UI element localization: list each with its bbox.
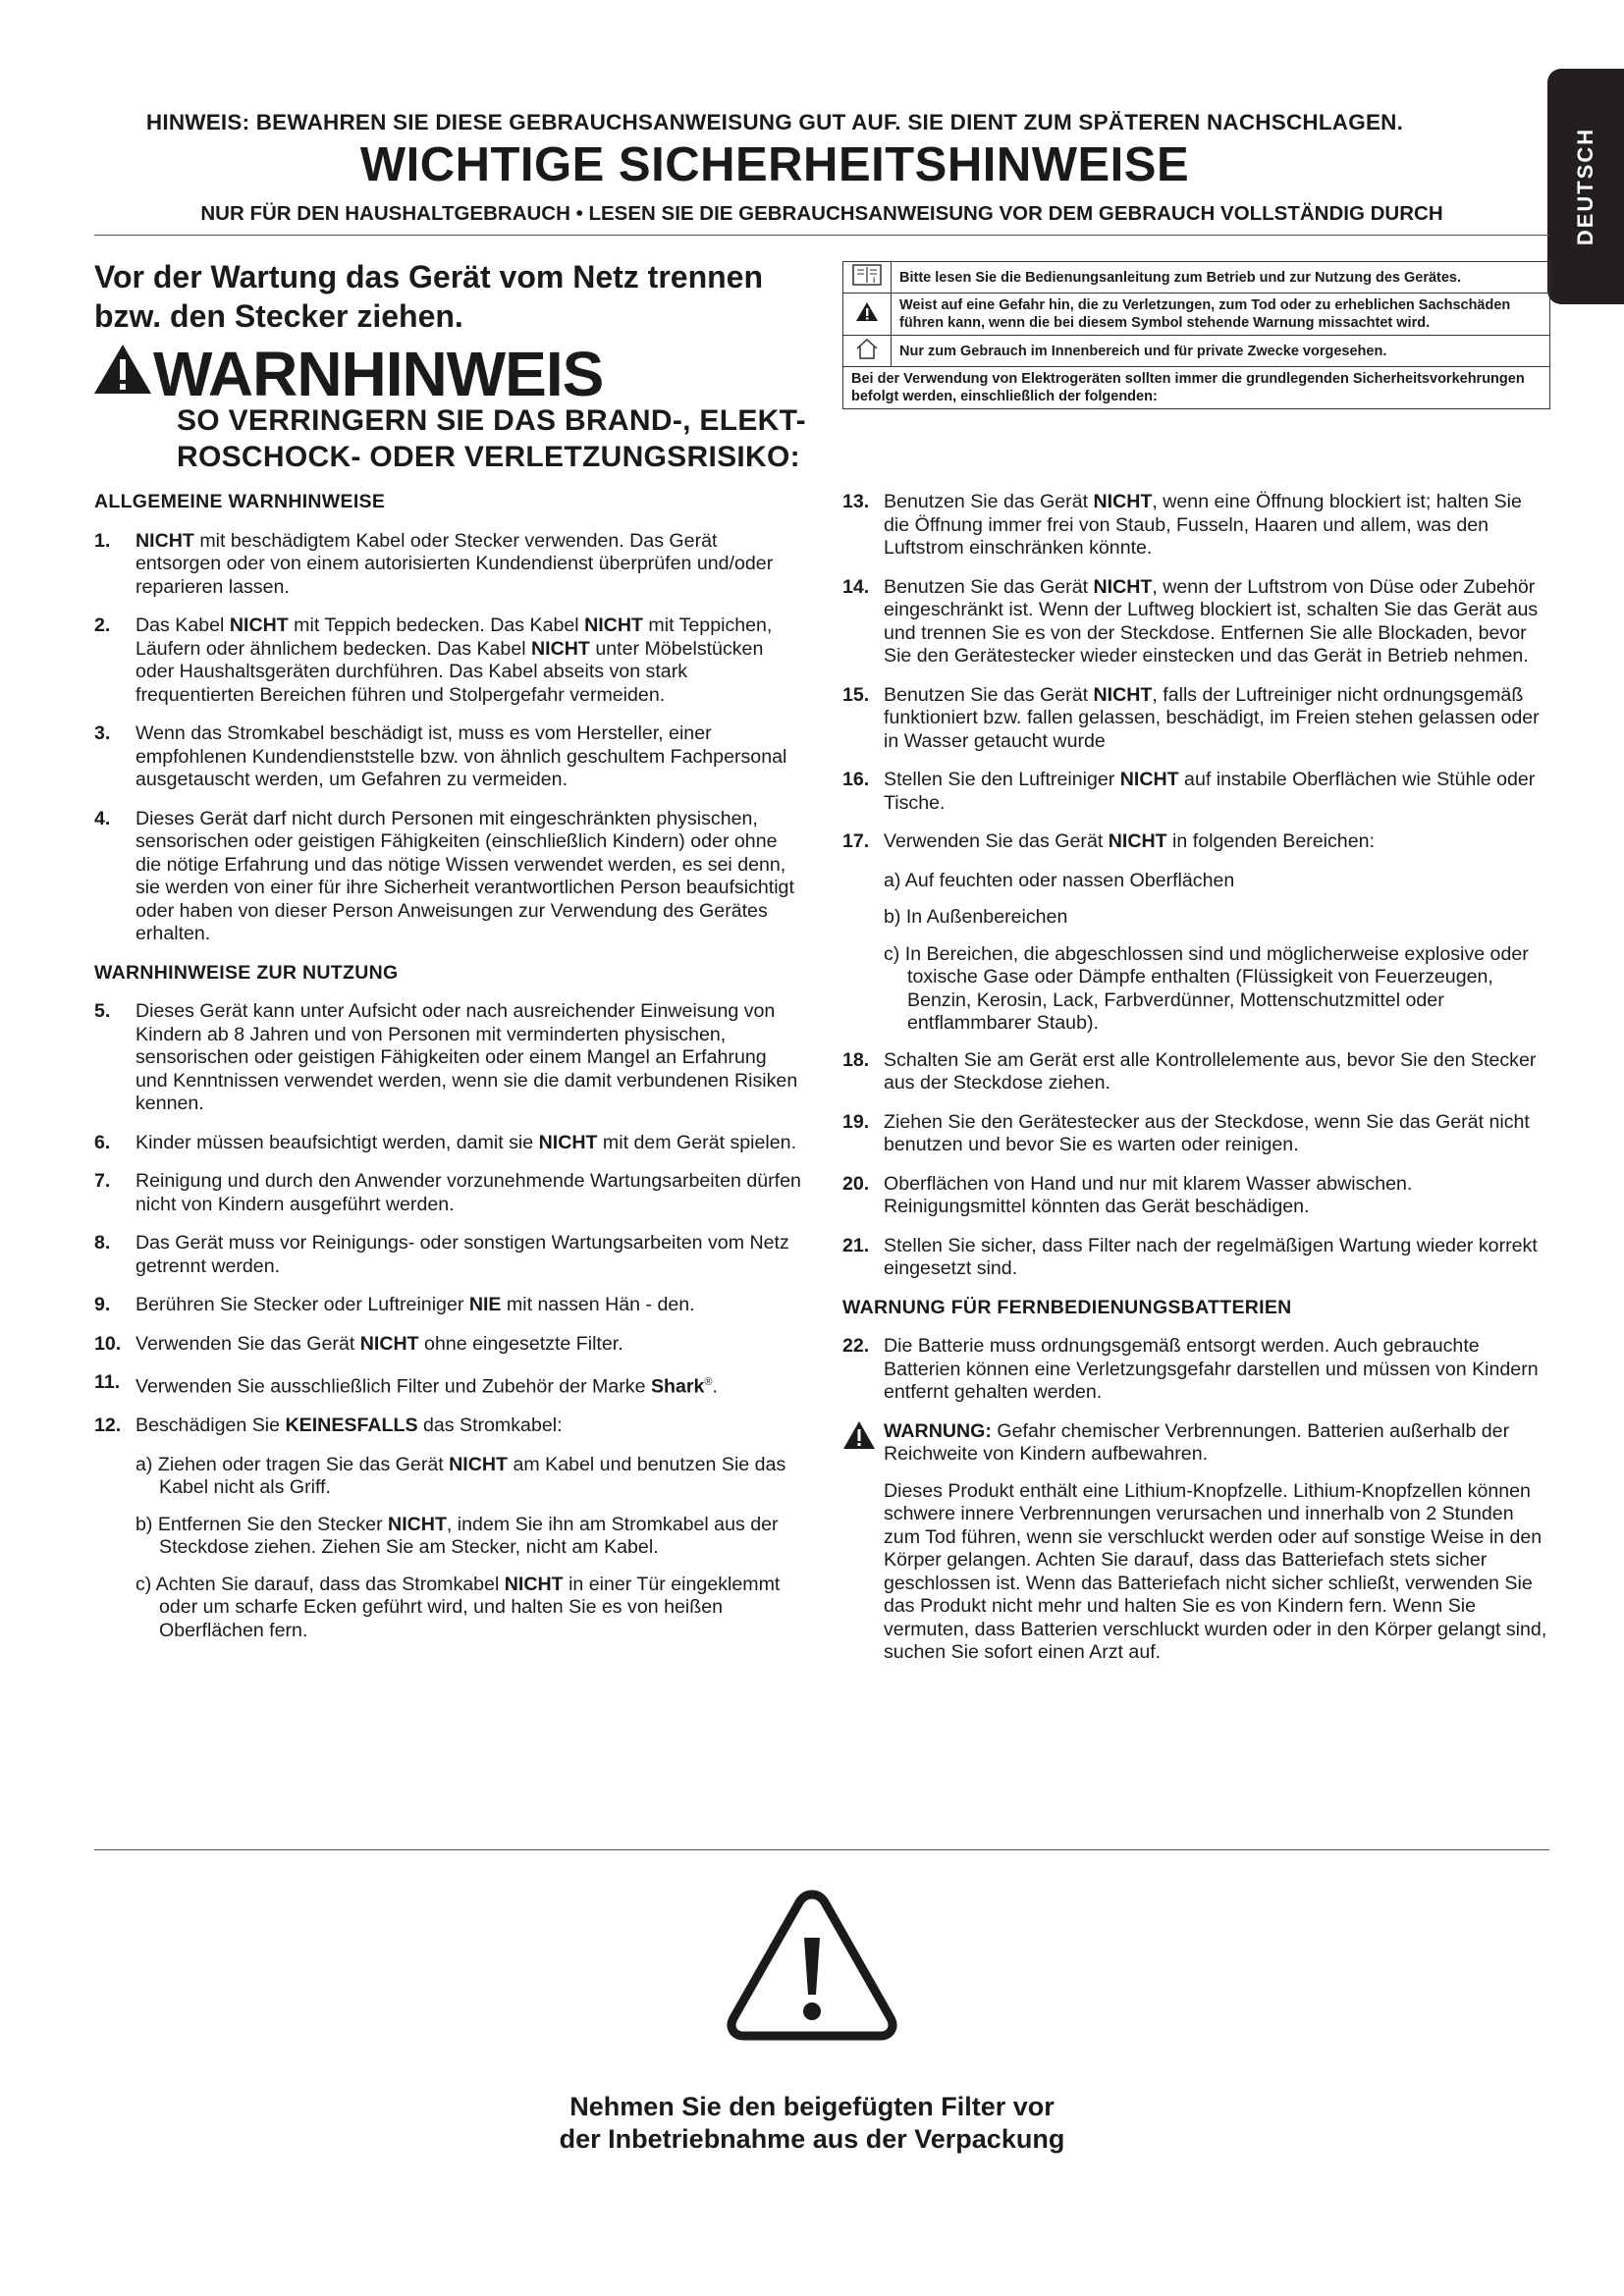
item-number: 7. bbox=[94, 1170, 111, 1192]
list-item bbox=[842, 1235, 1550, 1281]
item-text: Oberflächen von Hand und nur mit klarem Wasser abwischen. Reinigungsmittel könnten das Gerät beschädigen. bbox=[884, 1172, 1413, 1217]
item-text: Die Batterie muss ordnungsgemäß entsorgt werden. Auch gebrauchte Batterien können eine Verletzungsgefahr darstellen und müssen von Kindern entfernt gehalten werden. bbox=[884, 1335, 1539, 1403]
warning-text: Gefahr chemischer Verbrennungen. Batterien außerhalb der Reichweite von Kindern aufbewahren. bbox=[884, 1419, 1510, 1465]
svg-text:i: i bbox=[873, 276, 876, 285]
list-item bbox=[842, 684, 1550, 754]
page-title: WICHTIGE SICHERHEITSHINWEISE bbox=[359, 138, 1190, 191]
item-number: 21. bbox=[842, 1234, 870, 1256]
warning-heading-text: WARNHINWEIS bbox=[153, 339, 604, 409]
item-text: Stellen Sie sicher, dass Filter nach der regelmäßigen Wartung wieder korrekt eingesetzt sind. bbox=[884, 1234, 1538, 1279]
item-number: 8. bbox=[94, 1232, 111, 1254]
item-text: Verwenden Sie das Gerät bbox=[135, 1332, 360, 1355]
item-text: Benutzen Sie das Gerät bbox=[884, 683, 1094, 706]
sub-item: a) Auf feuchten oder nassen Oberflächen bbox=[884, 869, 1235, 891]
item-text: Dieses Gerät darf nicht durch Personen mit eingeschränkten physischen, sensorischen oder geistigen Fähigkeiten (einschließlich Kindern) oder ohne die nötige Erfahrung und das nötige Wissen verwendet werden, es sei denn, sie werden von einer für ihre Sicherheit verantwortlichen Person beaufsichtigt oder haben von dieser Person Anweisungen zur Verwendung des Gerätes erhalten. bbox=[135, 807, 794, 944]
emphasis: NICHT bbox=[359, 1332, 419, 1355]
sub-item bbox=[135, 1514, 801, 1560]
item-number: 14. bbox=[842, 575, 870, 598]
lithium-paragraph: Dieses Produkt enthält eine Lithium-Knopfzelle. Lithium-Knopfzellen können schwere innere Verbrennungen verursachen und innerhalb von 2 Stunden zum Tod führen, wenn sie verschluckt werden oder auf sonstige Weise in den Körper gelangen. Achten Sie darauf, dass das Batteriefach stets sicher geschlossen ist. Wenn das Batteriefach nicht sicher schließt, verwenden Sie das Produkt nicht mehr und halten Sie es von Kindern fern. Wenn Sie vermuten, dass Batterien verschluckt wurden oder in den Körper gelangt sind, suchen Sie sofort einen Arzt auf. bbox=[884, 1479, 1547, 1663]
left-column bbox=[94, 491, 801, 1656]
item-number: 17. bbox=[842, 830, 870, 852]
list-item: 11. Verwenden Sie ausschließlich Filter und Zubehör der Marke Shark®. bbox=[94, 1371, 718, 1398]
item-text: Reinigung und durch den Anwender vorzunehmende Wartungsarbeiten dürfen nicht von Kindern ausgeführt werden. bbox=[135, 1170, 801, 1215]
symbol-read-manual-text: Bitte lesen Sie die Bedienungsanleitung zum Betrieb und zur Nutzung des Gerätes. bbox=[892, 262, 1550, 294]
sub-item: c) In Bereichen, die abgeschlossen sind und möglicherweise explosive oder toxische Gase oder Dämpfe enthalten (Flüssigkeit von Feuerzeugen, Benzin, Kerosin, Lack, Farbverdünner, Mottenschutzmittel oder entflammbarer Staub). bbox=[884, 942, 1529, 1034]
symbol-row-precautions bbox=[843, 367, 1550, 409]
notice-line: HINWEIS: BEWAHREN SIE DIESE GEBRAUCHSANWEISUNG GUT AUF. SIE DIENT ZUM SPÄTEREN NACHSCHLAGEN. bbox=[145, 110, 1404, 134]
item-number: 13. bbox=[842, 491, 870, 512]
filter-note-line-2: der Inbetriebnahme aus der Verpackung bbox=[559, 2124, 1065, 2154]
item-text: Ziehen Sie den Gerätestecker aus der Steckdose, wenn Sie das Gerät nicht benutzen und bevor Sie es warten oder reinigen. bbox=[884, 1110, 1530, 1155]
language-tab bbox=[1547, 69, 1624, 304]
symbol-row-hazard bbox=[843, 294, 1550, 336]
list-item bbox=[94, 1132, 801, 1155]
item-text: das Stromkabel: bbox=[417, 1415, 563, 1437]
unplug-line-2: bzw. den Stecker ziehen. bbox=[94, 298, 463, 334]
item-text: auf instabile Oberflächen wie Stühle oder Tische. bbox=[884, 769, 1536, 814]
sub-item-text: b) Entfernen Sie den Stecker bbox=[135, 1513, 389, 1535]
warning-triangle-icon bbox=[92, 343, 153, 396]
item-number: 4. bbox=[94, 807, 111, 829]
item-text: mit nassen Hän - den. bbox=[501, 1294, 695, 1315]
warning-label: WARNUNG: bbox=[884, 1419, 992, 1442]
list-item bbox=[842, 576, 1550, 668]
item-text: Das Kabel bbox=[135, 614, 230, 636]
item-number: 1. bbox=[94, 529, 111, 552]
item-text: , falls der Luftreiniger nicht ordnungsgemäß funktioniert bzw. fallen gelassen, beschädigt, im Freien stehen gelassen oder in Wasser getaucht wurde bbox=[884, 683, 1540, 752]
sub-item-text: c) Achten Sie darauf, dass das Stromkabel bbox=[135, 1573, 505, 1595]
emphasis: NICHT bbox=[531, 637, 590, 660]
list-item bbox=[94, 722, 801, 792]
sub-item-text: in einer Tür eingeklemmt oder um scharfe Ecken geführt wird, und halten Sie es von heißen Oberflächen fern. bbox=[159, 1573, 781, 1641]
item-number: 6. bbox=[94, 1131, 111, 1153]
filter-note-line-1: Nehmen Sie den beigefügten Filter vor bbox=[569, 2092, 1055, 2121]
emphasis: NICHT bbox=[504, 1573, 564, 1595]
sub-item bbox=[135, 1574, 801, 1643]
emphasis: NICHT bbox=[1093, 683, 1153, 706]
item-number: 15. bbox=[842, 683, 870, 706]
right-column bbox=[842, 491, 1550, 1665]
emphasis: NIE bbox=[468, 1294, 502, 1315]
list-item bbox=[842, 1049, 1550, 1095]
item-text: , wenn der Luftstrom von Düse oder Zubehör eingeschränkt ist. Wenn der Luftweg blockiert ist, schalten Sie das Gerät aus und trennen Sie es von der Steckdose. Entfernen Sie alle Blockaden, bevor Sie den Gerätestecker wieder einstecken und das Gerät in Betrieb nehmen. bbox=[884, 575, 1539, 667]
list-item bbox=[842, 830, 1550, 854]
item-number: 10. bbox=[94, 1332, 122, 1355]
item-number: 22. bbox=[842, 1335, 870, 1357]
sub-item-text: , indem Sie ihn am Stromkabel aus der Steckdose ziehen. Ziehen Sie am Stecker, nicht am Kabel. bbox=[159, 1513, 779, 1559]
book-icon bbox=[852, 264, 882, 286]
emphasis: NICHT bbox=[388, 1513, 447, 1535]
bottom-divider bbox=[94, 1849, 1549, 1850]
item-text: Benutzen Sie das Gerät bbox=[884, 491, 1094, 512]
section-battery-warning: WARNUNG FÜR FERNBEDIENUNGSBATTERIEN bbox=[842, 1296, 1292, 1318]
item-text: Das Gerät muss vor Reinigungs- oder sonstigen Wartungsarbeiten vom Netz getrennt werden. bbox=[135, 1232, 789, 1277]
symbol-legend-table bbox=[842, 261, 1550, 409]
language-label: DEUTSCH bbox=[1573, 127, 1597, 246]
risk-line-1: SO VERRINGERN SIE DAS BRAND-, ELEKT- bbox=[177, 404, 806, 437]
item-text: Schalten Sie am Gerät erst alle Kontrollelemente aus, bevor Sie den Stecker aus der Steckdose ziehen. bbox=[884, 1048, 1537, 1094]
emphasis: NICHT bbox=[538, 1131, 598, 1153]
emphasis: NICHT bbox=[1093, 575, 1153, 598]
symbol-hazard-text: Weist auf eine Gefahr hin, die zu Verletzungen, zum Tod oder zu erheblichen Sachschäden führen kann, wenn die bei diesem Symbol stehende Warnung missachtet wird. bbox=[892, 294, 1550, 336]
item-number: 2. bbox=[94, 614, 111, 636]
section-general-warnings: ALLGEMEINE WARNHINWEISE bbox=[94, 491, 386, 512]
symbol-indoor-text: Nur zum Gebrauch im Innenbereich und für private Zwecke vorgesehen. bbox=[892, 336, 1550, 367]
item-number: 5. bbox=[94, 1000, 111, 1022]
warning-triangle-icon bbox=[842, 1420, 876, 1450]
item-text: unter Möbelstücken oder Haushaltsgeräten durchführen. Das Kabel abseits von stark frequentierten Bereichen führen und Stolpergefahr vermeiden. bbox=[135, 637, 764, 706]
item-text: Wenn das Stromkabel beschädigt ist, muss es vom Hersteller, einer empfohlenen Kundendienststelle bzw. von ähnlich geschultem Fachpersonal ausgetauscht werden, um Gefahren zu vermeiden. bbox=[135, 722, 787, 790]
registered-mark: ® bbox=[704, 1376, 713, 1388]
item-text: Kinder müssen beaufsichtigt werden, damit sie bbox=[135, 1131, 539, 1153]
house-icon bbox=[854, 338, 880, 359]
sub-item-text: a) Ziehen oder tragen Sie das Gerät bbox=[135, 1453, 450, 1475]
item-text: in folgenden Bereichen: bbox=[1166, 830, 1375, 852]
battery-warning bbox=[842, 1420, 1550, 1467]
precautions-text: Bei der Verwendung von Elektrogeräten sollten immer die grundlegenden Sicherheitsvorkehrungen befolgt werden, einschließlich der folgenden: bbox=[843, 367, 1550, 409]
item-number: 18. bbox=[842, 1048, 870, 1071]
list-item bbox=[94, 1294, 801, 1317]
item-text: ohne eingesetzte Filter. bbox=[418, 1332, 623, 1355]
list-item bbox=[842, 1335, 1550, 1405]
emphasis: NICHT bbox=[229, 614, 289, 636]
list-item bbox=[842, 491, 1550, 561]
emphasis: NICHT bbox=[135, 529, 194, 552]
filter-note bbox=[0, 2091, 1624, 2156]
item-number: 16. bbox=[842, 769, 870, 790]
list-item bbox=[842, 769, 1550, 815]
list-item bbox=[94, 1333, 801, 1357]
item-number: 12. bbox=[94, 1415, 122, 1437]
item-text: mit dem Gerät spielen. bbox=[597, 1131, 797, 1153]
item-text: mit Teppichen, Läufern oder ähnlichem bedecken. Das Kabel bbox=[135, 614, 773, 660]
item-text: Verwenden Sie ausschließlich Filter und Zubehör der Marke bbox=[135, 1375, 651, 1398]
item-text: Dieses Gerät kann unter Aufsicht oder nach ausreichender Einweisung von Kindern ab 8 Jahren und von Personen mit verminderten physischen, sensorischen oder geistigen Fähigkeiten oder einem Mangel an Erfahrung und Kenntnissen verwendet werden, wenn sie die damit verbundenen Risiken kennen. bbox=[135, 1000, 798, 1114]
item-number: 20. bbox=[842, 1172, 870, 1195]
unplug-line-1: Vor der Wartung das Gerät vom Netz trennen bbox=[94, 259, 763, 294]
emphasis: NICHT bbox=[1093, 491, 1153, 512]
item-text: mit beschädigtem Kabel oder Stecker verwenden. Das Gerät entsorgen oder von einem autorisierten Kundendienst überprüfen und/oder reparieren lassen. bbox=[135, 529, 774, 598]
sub-item bbox=[135, 1454, 801, 1500]
item-text: , wenn eine Öffnung blockiert ist; halten Sie die Öffnung immer frei von Staub, Fusseln, Haaren und allem, was den Luftstrom einschränken könnte. bbox=[884, 491, 1522, 559]
symbol-row-read-manual bbox=[843, 262, 1550, 294]
brand-name: Shark bbox=[650, 1375, 705, 1398]
emphasis: NICHT bbox=[449, 1453, 509, 1475]
warning-triangle-icon bbox=[855, 301, 879, 322]
list-item bbox=[842, 1173, 1550, 1219]
item-number: 9. bbox=[94, 1294, 111, 1315]
sub-item-text: am Kabel und benutzen Sie das Kabel nicht als Griff. bbox=[159, 1453, 786, 1499]
list-item bbox=[94, 530, 801, 600]
household-use-line: NUR FÜR DEN HAUSHALTGEBRAUCH • LESEN SIE DIE GEBRAUCHSANWEISUNG VOR DEM GEBRAUCH VOLLSTÄNDIG DURCH bbox=[200, 202, 1443, 225]
item-text: Berühren Sie Stecker oder Luftreiniger bbox=[135, 1294, 469, 1315]
symbol-row-indoor bbox=[843, 336, 1550, 367]
warning-triangle-icon bbox=[726, 1887, 898, 2042]
list-item bbox=[94, 808, 801, 946]
list-item bbox=[94, 1232, 801, 1278]
emphasis: NICHT bbox=[584, 614, 643, 636]
list-item bbox=[94, 1000, 801, 1116]
item-text: Stellen Sie den Luftreiniger bbox=[884, 769, 1120, 790]
unplug-heading bbox=[94, 257, 801, 336]
list-item bbox=[94, 1415, 801, 1438]
item-number: 3. bbox=[94, 722, 111, 744]
list-item bbox=[94, 614, 801, 707]
item-text: mit Teppich bedecken. Das Kabel bbox=[288, 614, 585, 636]
emphasis: KEINESFALLS bbox=[285, 1415, 418, 1437]
emphasis: NICHT bbox=[1108, 830, 1167, 852]
section-usage-warnings: WARNHINWEISE ZUR NUTZUNG bbox=[94, 961, 399, 984]
warning-heading bbox=[92, 340, 603, 408]
risk-reduction-heading bbox=[177, 402, 806, 475]
risk-line-2: ROSCHOCK- ODER VERLETZUNGSRISIKO: bbox=[177, 441, 800, 473]
sub-item: b) In Außenbereichen bbox=[884, 906, 1068, 928]
item-text: Verwenden Sie das Gerät bbox=[884, 830, 1109, 852]
item-number: 19. bbox=[842, 1110, 870, 1133]
list-item bbox=[842, 1111, 1550, 1157]
item-number: 11. bbox=[94, 1371, 121, 1393]
item-text: Benutzen Sie das Gerät bbox=[884, 575, 1094, 598]
list-item bbox=[94, 1170, 801, 1216]
emphasis: NICHT bbox=[1119, 769, 1179, 790]
top-divider bbox=[94, 235, 1549, 236]
item-text: Beschädigen Sie bbox=[135, 1415, 286, 1437]
